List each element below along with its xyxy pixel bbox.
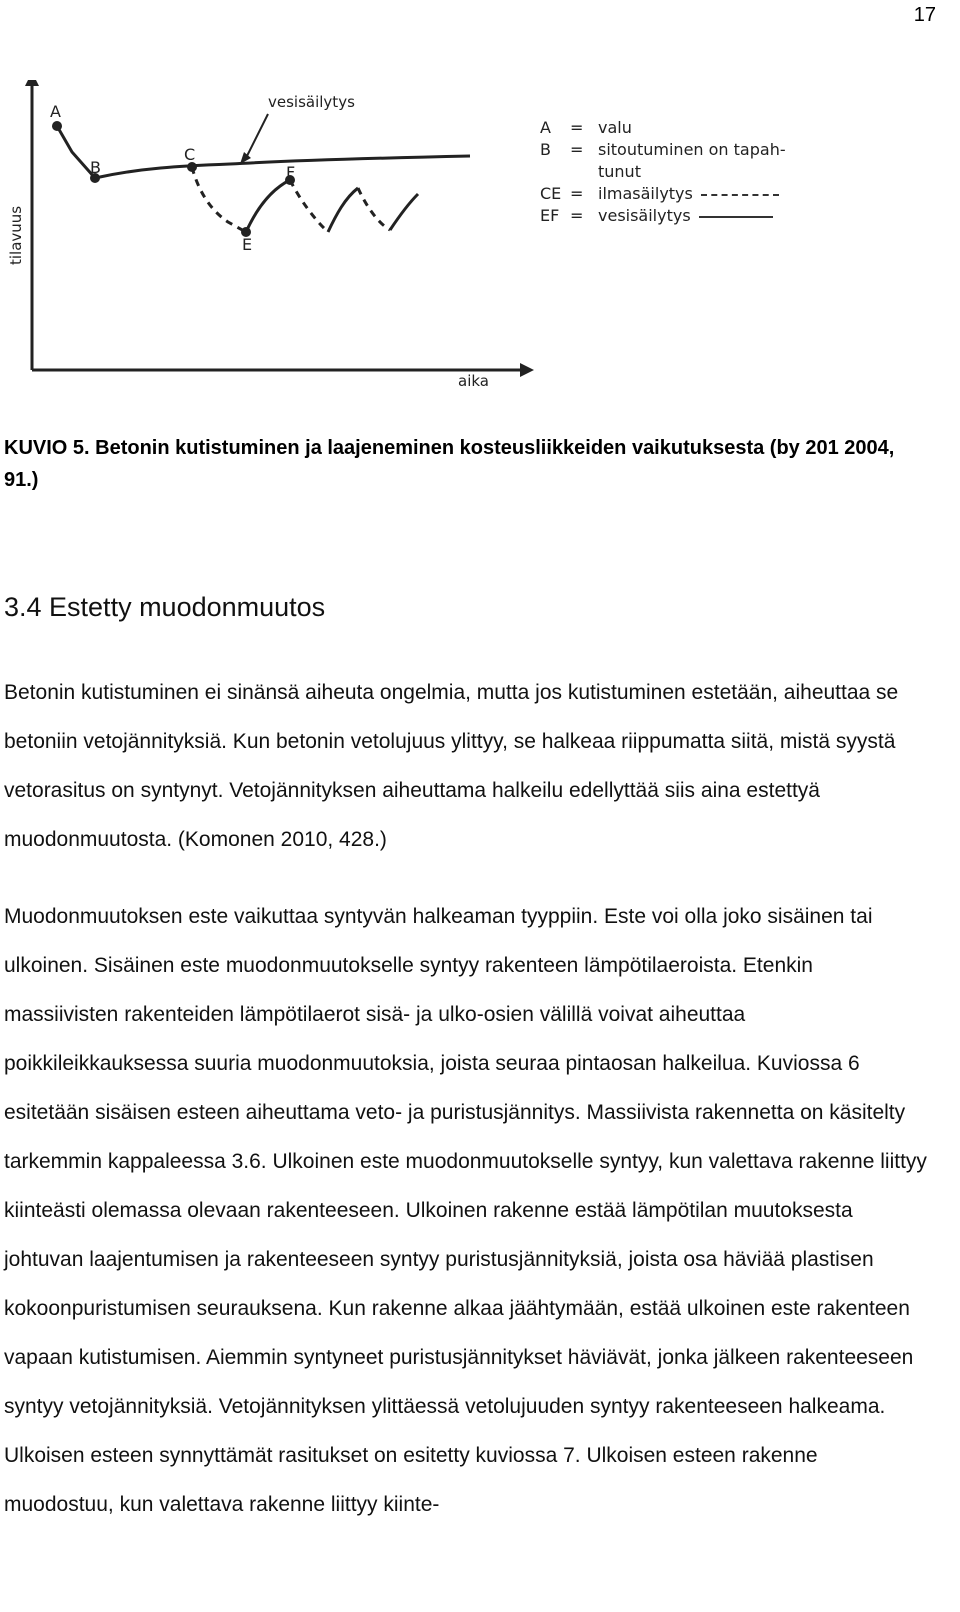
legend-row-b-cont <box>540 161 788 183</box>
curve-cycle-fe-2 <box>290 180 328 232</box>
label-e: E <box>242 235 253 254</box>
legend-desc: valu <box>598 118 632 137</box>
curve-air-storage <box>192 167 246 232</box>
x-axis-arrow <box>520 363 534 377</box>
x-axis-label: aika <box>458 372 489 390</box>
solid-line-sample <box>699 216 773 218</box>
curve-cycle-ef-5 <box>390 194 418 230</box>
curve-cycle-ef-3 <box>328 188 358 232</box>
point-a <box>52 121 62 131</box>
legend-desc: sitoutuminen on tapah- <box>598 140 786 159</box>
section-heading: 3.4 Estetty muodonmuutos <box>4 592 326 622</box>
legend-key: A <box>540 118 551 137</box>
legend-row-b: B = sitoutuminen on tapah- <box>540 139 788 161</box>
legend-key: B <box>540 140 551 159</box>
label-f: F <box>286 163 296 182</box>
page-number: 17 <box>913 4 936 26</box>
legend-desc: tunut <box>598 162 641 181</box>
shrinkage-figure <box>0 80 560 410</box>
label-a: A <box>50 102 61 121</box>
dashed-line-sample <box>701 194 779 196</box>
paragraph-2: Muodonmuutoksen este vaikuttaa syntyvän halkeaman tyyppiin. Este voi olla joko sisäinen tai ulkoinen. Sisäinen este muodonmuutokselle syntyy rakenteen lämpötilaeroista. Etenkin massiivisten rakenteiden lämpötilaerot sisä- ja ulko-osien välillä voivat aiheuttaa poikkileikkauksessa suuria muodonmuutoksia, joista seuraa pintaosan halkeilua. Kuviossa 6 esitetään sisäisen esteen aiheuttama veto- ja puristusjännitys. Massiivista rakennetta on käsitelty tarkemmin kappaleessa 3.6. Ulkoinen este muodonmuutokselle syntyy, kun valettava rakenne liittyy kiinteästi olemassa olevaan rakenteeseen. Ulkoinen rakenne estää lämpötilan muutoksesta johtuvan laajentumisen ja rakenteeseen syntyy puristusjännityksiä, joista osa häviää plastisen kokoonpuristumisen seurauksena. Kun rakenne alkaa jäähtymään, estää ulkoinen este rakenteen vapaan kutistumisen. Aiemmin syntyneet puristusjännitykset häviävät, jonka jälkeen rakenteeseen syntyy vetojännityksiä. Vetojännityksen ylittäessä vetolujuuden syntyy rakenteeseen halkeama. Ulkoisen esteen synnyttämät rasitukset on esitetty kuviossa 7. Ulkoisen esteen rakenne muodostuu, kun valettava rakenne liittyy kiinte- <box>4 905 927 1516</box>
callout-arrow <box>245 114 268 160</box>
figure-caption: KUVIO 5. Betonin kutistuminen ja laajeneminen kosteusliikkeiden vaikutuksesta (by 201 2004, 91.) <box>4 437 895 491</box>
legend-desc: ilmasäilytys <box>598 184 693 203</box>
y-axis-label: tilavuus <box>7 205 25 265</box>
legend-key <box>540 161 570 183</box>
label-b: B <box>90 158 101 177</box>
legend-row-ce: CE = ilmasäilytys <box>540 183 788 205</box>
curve-cycle-fe-4 <box>358 188 390 230</box>
legend-key: EF <box>540 206 560 225</box>
callout-label: vesisäilytys <box>268 93 355 111</box>
legend-key: CE <box>540 184 562 203</box>
legend-row-a: A = valu <box>540 117 788 139</box>
paragraph-1: Betonin kutistuminen ei sinänsä aiheuta ongelmia, mutta jos kutistuminen estetään, aiheuttaa se betoniin vetojännityksiä. Kun betonin vetolujuus ylittyy, se halkeaa riippumatta siitä, mistä syystä vetorasitus on syntynyt. Vetojännityksen aiheuttama halkeilu edellyttää siis aina estettyä muodonmuutosta. (Komonen 2010, 428.) <box>4 681 899 851</box>
label-c: C <box>184 145 196 164</box>
legend-row-ef: EF = vesisäilytys <box>540 205 788 227</box>
y-axis-arrow <box>25 80 39 86</box>
figure-legend <box>540 117 788 227</box>
curve-water-storage <box>95 156 470 178</box>
curve-cycle-ef-1 <box>246 180 290 232</box>
legend-desc: vesisäilytys <box>598 206 691 225</box>
